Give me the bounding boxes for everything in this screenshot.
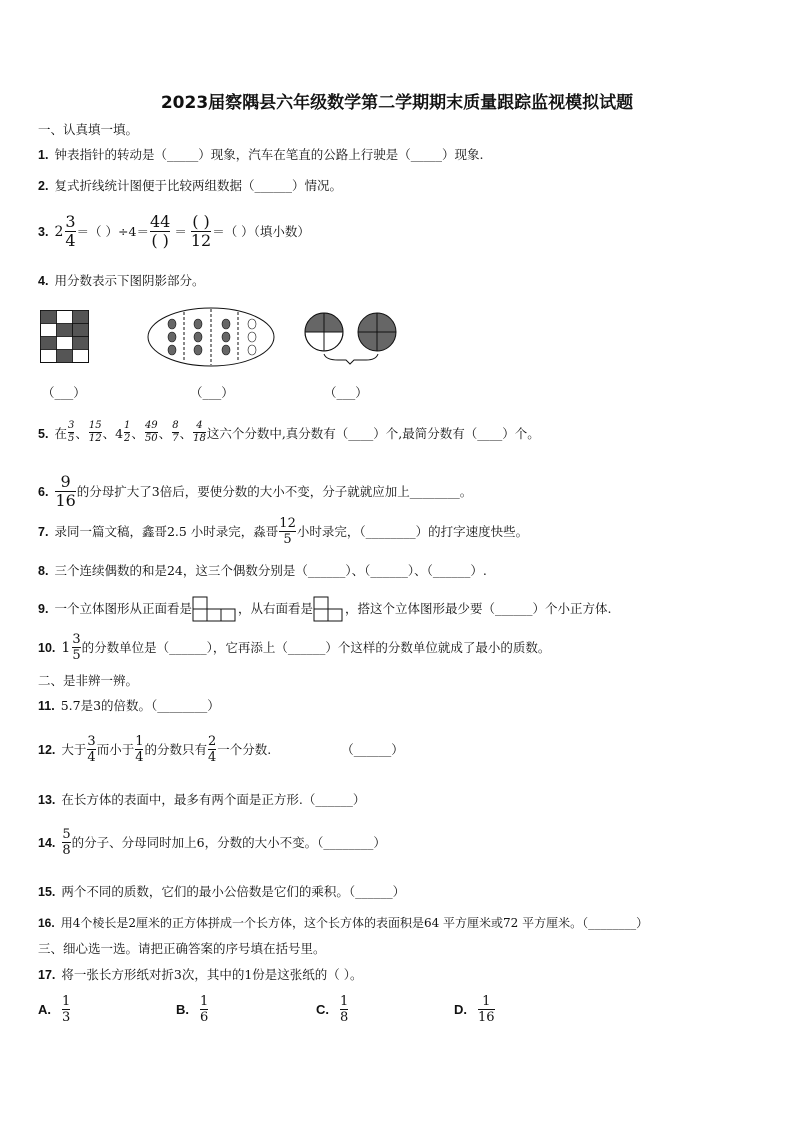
question-number: 12. [38, 742, 56, 757]
section-1-heading: 一、认真填一填。 [38, 122, 139, 137]
question-text: 两个不同的质数，它们的最小公倍数是它们的乘积。（______） [61, 884, 406, 899]
fraction [87, 734, 95, 765]
denominator: 8 [62, 843, 71, 858]
numerator: 44 [149, 212, 171, 231]
question-number: 15. [38, 885, 56, 899]
question-4 [38, 272, 204, 290]
fraction [89, 420, 102, 445]
denominator: ( ) [151, 231, 169, 250]
fraction [124, 420, 130, 445]
numerator: 1 [340, 994, 349, 1009]
q4-blank-3[interactable]: （___） [324, 385, 368, 400]
whole-part: 2 [54, 223, 64, 240]
fraction [478, 994, 495, 1025]
option-label: B. [176, 1002, 189, 1017]
question-number: 13. [38, 793, 56, 807]
numerator: 9 [60, 472, 71, 491]
question-number: 6. [38, 484, 49, 499]
numerator: 4 [196, 420, 203, 431]
question-15 [38, 883, 405, 901]
question-number: 3. [38, 224, 49, 239]
fraction [68, 420, 74, 445]
numerator: 1 [124, 420, 131, 431]
denominator: 16 [478, 1010, 495, 1025]
fraction [340, 994, 348, 1025]
equals-sign: ＝ [174, 223, 187, 239]
question-number: 1. [38, 148, 49, 162]
fraction [145, 420, 158, 445]
numerator: 5 [62, 827, 71, 842]
denominator: 5 [72, 648, 81, 663]
fraction [200, 994, 208, 1025]
question-6 [38, 473, 472, 510]
denominator: 3 [62, 1010, 71, 1025]
option-c[interactable] [316, 994, 349, 1025]
fraction [208, 734, 216, 765]
q4-blank-2[interactable]: （___） [190, 385, 234, 400]
numerator: ( ) [192, 212, 210, 231]
question-text: 一个分数. [217, 741, 272, 757]
question-text: 将一张长方形纸对折3次，其中的1份是这张纸的（ ）。 [61, 967, 363, 982]
two-circles-figure [302, 310, 402, 366]
option-b[interactable] [176, 994, 209, 1025]
denominator: 12 [190, 231, 212, 250]
question-text: 5.7是3的倍数。（________） [60, 698, 220, 713]
answer-blank[interactable]: （______） [341, 741, 404, 757]
option-d[interactable] [454, 994, 496, 1025]
question-text: 的分数只有 [144, 741, 207, 757]
question-number: 17. [38, 968, 56, 982]
denominator: 4 [65, 231, 76, 250]
option-label: A. [38, 1002, 51, 1017]
question-5: 5. 在 $\frac{3}{5}$ 、 $\frac{15}{12}$ 、 4 $\frac{1}{2}$ 、 $\frac{49}{50}$ 、 $\frac{8}{7}$ 、 $\frac{4}{18}$ 这六个分数中,真分数有（____）个,最简分数有（____）个。 [38, 420, 540, 444]
q4-blank-1[interactable]: （___） [42, 385, 86, 400]
question-number: 7. [38, 524, 49, 539]
question-3 [38, 213, 310, 250]
page-title: 2023届察隅县六年级数学第二学期期末质量跟踪监视模拟试题 [160, 93, 634, 113]
denominator: 4 [87, 750, 96, 765]
option-label: D. [454, 1002, 467, 1017]
numerator: 3 [72, 632, 81, 647]
checkerboard-figure [40, 310, 90, 364]
whole-part: 1 [61, 639, 71, 656]
fraction [72, 632, 80, 663]
numerator: 3 [65, 212, 76, 231]
question-number: 14. [38, 835, 56, 850]
question-text: ，从右面看是 [237, 601, 313, 616]
question-11 [38, 697, 220, 715]
question-text: 的分母扩大了3倍后，要使分数的大小不变，分子就就应加上________。 [76, 483, 473, 499]
numerator: 3 [87, 734, 96, 749]
question-number: 5. [38, 427, 49, 441]
question-17 [38, 966, 363, 984]
fraction [150, 213, 170, 250]
question-number: 4. [38, 274, 49, 288]
numerator: 49 [144, 420, 158, 431]
denominator: 4 [135, 750, 144, 765]
section-3-heading: 三、细心选一选。请把正确答案的序号填在括号里。 [38, 941, 326, 956]
denominator: 4 [208, 750, 217, 765]
question-14 [38, 827, 386, 858]
question-text: 小时录完，（________）的打字速度快些。 [296, 523, 529, 539]
front-view-figure [192, 596, 238, 622]
question-13 [38, 791, 365, 809]
section-2-heading: 二、是非辨一辨。 [38, 673, 139, 688]
numerator: 1 [135, 734, 144, 749]
fraction [191, 213, 211, 250]
fraction [193, 420, 206, 445]
numerator: 3 [67, 420, 75, 431]
numerator: 1 [62, 994, 71, 1009]
denominator: 5 [67, 433, 75, 444]
option-a[interactable] [38, 994, 71, 1025]
question-12 [38, 734, 404, 765]
question-number: 8. [38, 564, 49, 578]
right-view-figure [313, 596, 345, 622]
question-text: 用4个棱长是2厘米的正方体拼成一个长方体，这个长方体的表面积是64 平方厘米或72 平方厘米。（________） [60, 916, 649, 930]
question-text: 复式折线统计图便于比较两组数据（______）情况。 [54, 178, 342, 193]
question-number: 16. [38, 916, 55, 930]
question-text: 在长方体的表面中，最多有两个面是正方形.（______） [61, 792, 366, 807]
numerator: 12 [279, 516, 296, 531]
oval-dots-figure [146, 306, 276, 368]
question-10 [38, 632, 550, 663]
question-text: ，搭这个立体图形最少要（______）个小正方体. [344, 601, 612, 616]
question-9 [38, 596, 611, 622]
numerator: 2 [208, 734, 217, 749]
denominator: 8 [340, 1010, 349, 1025]
denominator: 18 [193, 433, 206, 444]
numerator: 15 [88, 420, 102, 431]
numerator: 1 [482, 994, 491, 1009]
fraction [62, 827, 70, 858]
question-text: 的分数单位是（______），它再添上（______）个这样的分数单位就成了最小的质数。 [81, 639, 551, 655]
fraction [135, 734, 143, 765]
question-text: 用分数表示下图阴影部分。 [54, 273, 205, 288]
question-number: 9. [38, 602, 49, 616]
question-text: 的分子、分母同时加上6，分数的大小不变。（________） [71, 834, 386, 850]
fraction [65, 213, 75, 250]
question-number: 11. [38, 699, 55, 713]
denominator: 6 [200, 1010, 209, 1025]
denominator: 50 [144, 433, 158, 444]
question-number: 2. [38, 179, 49, 193]
whole-part: 4 [115, 426, 124, 441]
question-text: 一个立体图形从正面看是 [54, 601, 192, 616]
question-7 [38, 516, 528, 547]
question-text: 钟表指针的转动是（_____）现象，汽车在笔直的公路上行驶是（_____）现象. [54, 147, 484, 162]
question-text: 这六个分数中,真分数有（____）个,最简分数有（____）个。 [206, 426, 540, 441]
denominator: 2 [124, 433, 131, 444]
question-text: 在 [54, 426, 67, 441]
denominator: 7 [172, 433, 179, 444]
denominator: 16 [55, 491, 76, 510]
numerator: 8 [172, 420, 179, 431]
mixed-number [61, 632, 81, 663]
question-text: 大于 [61, 741, 87, 757]
denominator: 5 [283, 532, 292, 547]
question-text: 三个连续偶数的和是24，这三个偶数分别是（______）、（______）、（______）. [54, 563, 487, 578]
mixed-number [54, 213, 76, 250]
option-label: C. [316, 1002, 329, 1017]
question-text: 录同一篇文稿，鑫哥2.5 小时录完，淼哥 [54, 523, 279, 539]
fraction [172, 420, 178, 445]
fraction [55, 473, 75, 510]
question-number: 10. [38, 640, 56, 655]
numerator: 1 [200, 994, 209, 1009]
question-16 [38, 914, 648, 932]
denominator: 12 [88, 433, 102, 444]
question-1 [38, 146, 483, 164]
question-text: ＝（ ）（填小数） [212, 223, 310, 239]
fraction [62, 994, 70, 1025]
question-text: 而小于 [96, 741, 135, 757]
question-8 [38, 562, 487, 580]
question-2 [38, 177, 342, 195]
fraction [279, 516, 296, 547]
question-text: ＝（ ）÷4＝ [76, 223, 149, 239]
